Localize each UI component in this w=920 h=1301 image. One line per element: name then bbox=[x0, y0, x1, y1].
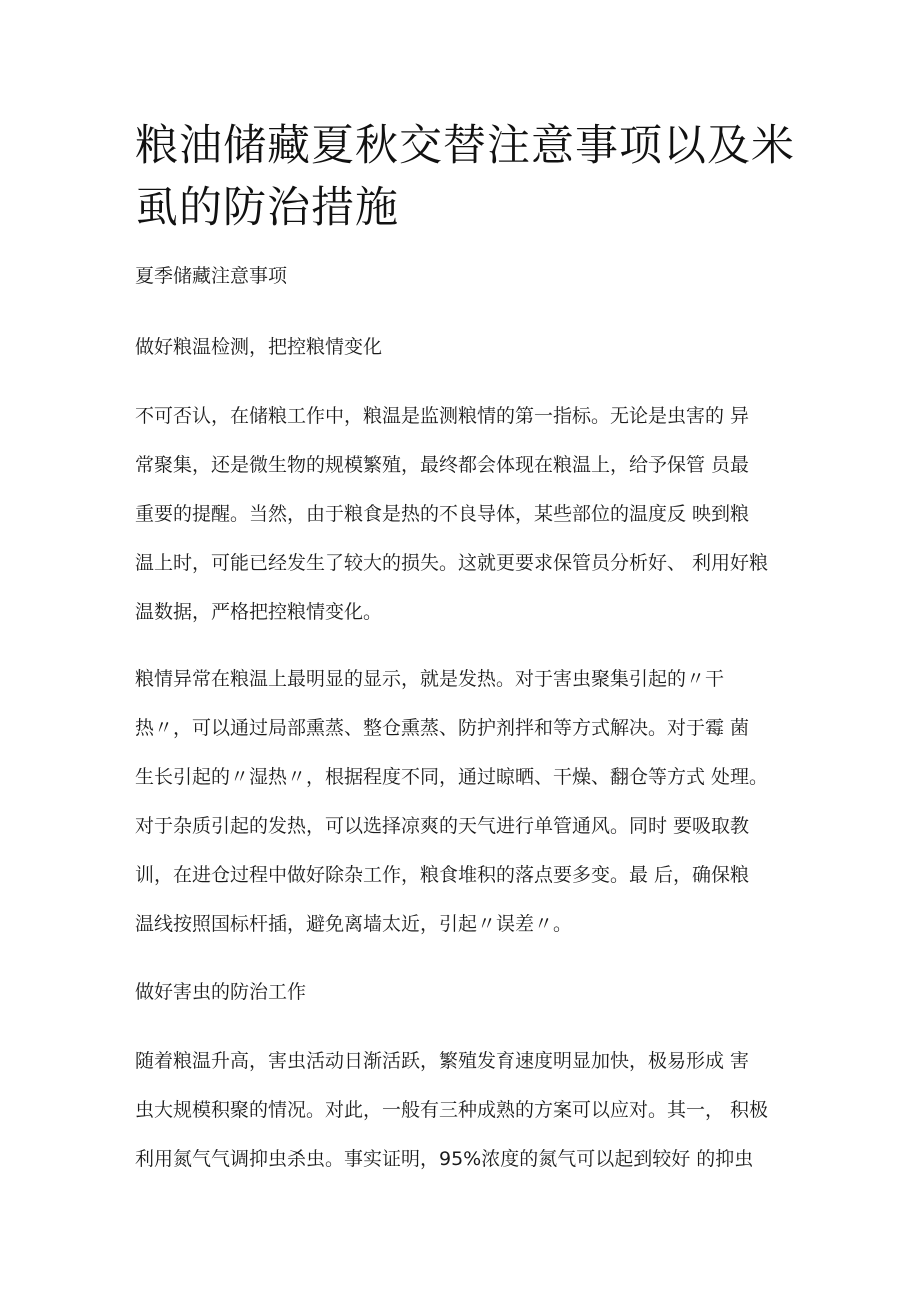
title-line: 粮油储藏夏秋交替注意事项以及米 bbox=[135, 121, 795, 171]
paragraph-pest-control bbox=[135, 1047, 795, 1194]
text-line: 粮情异常在粮温上最明显的显示，就是发热。对于害虫聚集引起的〃干 bbox=[135, 668, 725, 690]
title-line: 虱的防治措施 bbox=[135, 183, 399, 233]
subheading-pest-control: 做好害虫的防治工作 bbox=[135, 981, 307, 1003]
text-line: 不可否认，在储粮工作中，粮温是监测粮情的第一指标。无论是虫害的 异 bbox=[135, 405, 750, 427]
text-line: 生长引起的〃湿热〃，根据程度不同，通过晾晒、干燥、翻仓等方式 处理。 bbox=[135, 766, 769, 788]
document-title bbox=[135, 115, 795, 239]
subheading-temperature-monitoring: 做好粮温检测，把控粮情变化 bbox=[135, 336, 383, 358]
text-line: 热〃，可以通过局部熏蒸、整仓熏蒸、防护剂拌和等方式解决。对于霉 菌 bbox=[135, 717, 750, 739]
text-line: 随着粮温升高，害虫活动日渐活跃，繁殖发育速度明显加快，极易形成 害 bbox=[135, 1050, 750, 1072]
text-line: 利用氮气气调抑虫杀虫。事实证明，95%浓度的氮气可以起到较好 的抑虫 bbox=[135, 1148, 754, 1170]
text-line: 虫大规模积聚的情况。对此，一般有三种成熟的方案可以应对。其一， 积极 bbox=[135, 1099, 769, 1121]
section-heading: 夏季储藏注意事项 bbox=[135, 265, 288, 287]
paragraph-heating-causes bbox=[135, 665, 795, 959]
text-line: 常聚集，还是微生物的规模繁殖，最终都会体现在粮温上，给予保管 员最 bbox=[135, 454, 750, 476]
paragraph-grain-temperature bbox=[135, 402, 795, 647]
text-line: 对于杂质引起的发热，可以选择凉爽的天气进行单管通风。同时 要吸取教 bbox=[135, 815, 750, 837]
text-line: 温上时，可能已经发生了较大的损失。这就更要求保管员分析好、 利用好粮 bbox=[135, 552, 769, 574]
text-line: 训，在进仓过程中做好除杂工作，粮食堆积的落点要多变。最 后，确保粮 bbox=[135, 864, 750, 886]
text-line: 温线按照国标杆插，避免离墙太近，引起〃误差〃。 bbox=[135, 913, 573, 935]
text-line: 温数据，严格把控粮情变化。 bbox=[135, 601, 383, 623]
text-line: 重要的提醒。当然，由于粮食是热的不良导体，某些部位的温度反 映到粮 bbox=[135, 503, 750, 525]
